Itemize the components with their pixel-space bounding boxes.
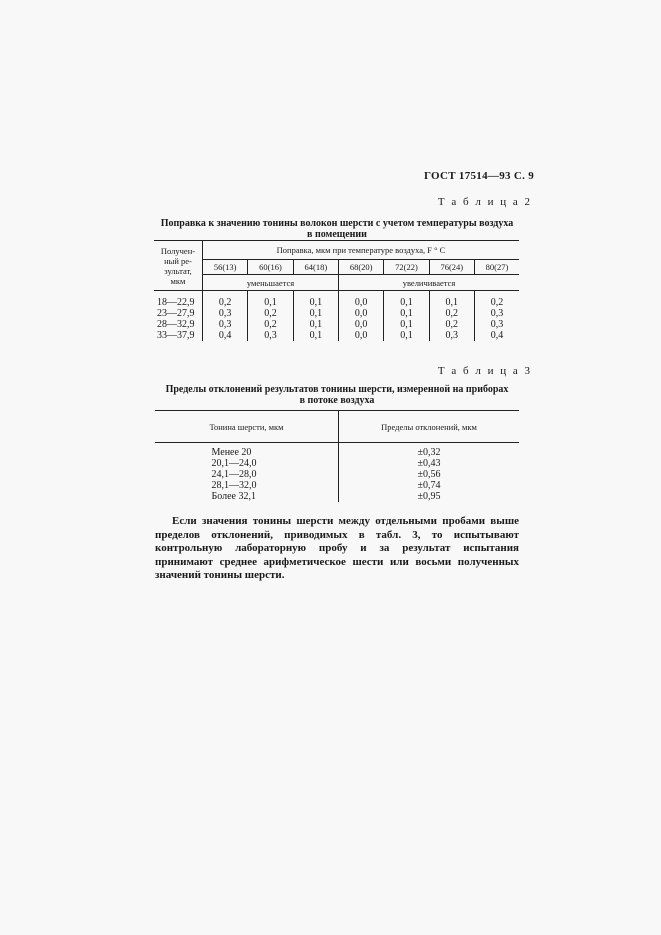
table2-value-cell: 0,3	[248, 330, 293, 341]
table2-range-cell: 18—22,9	[154, 291, 203, 309]
table2-value-cell: 0,2	[490, 297, 504, 308]
table-row	[154, 308, 519, 319]
table2-value-cell: 0,2	[429, 319, 474, 330]
table2-temp-header: 64(18)	[293, 260, 338, 275]
table3-limit-cell: ±0,43	[417, 458, 441, 469]
table3-caption-line1: Пределы отклонений результатов тонины шерсти, измеренной на приборах	[165, 384, 509, 395]
table2-value-cell: 0,1	[429, 291, 474, 309]
table3-fineness-cell	[155, 443, 339, 459]
table2-value-cell: 0,2	[248, 308, 293, 319]
table2-temp-header: 80(27)	[474, 260, 519, 275]
table-row	[154, 330, 519, 341]
table3-limit-cell: ±0,74	[417, 480, 441, 491]
table2-value-cell: 0,3	[490, 308, 504, 319]
table2	[154, 240, 519, 341]
table-row	[155, 491, 519, 502]
table2-value-cell: 0,0	[338, 291, 383, 309]
table2-value-cell: 0,1	[293, 308, 338, 319]
table3-limit-cell: ±0,32	[417, 447, 441, 458]
table2-value-cell: 0,3	[203, 319, 248, 330]
table2-value-cell: 0,1	[248, 291, 293, 309]
table-row	[155, 469, 519, 480]
table2-value-cell: 0,2	[203, 291, 248, 309]
table3-fineness-cell	[155, 480, 339, 491]
table2-range-cell: 28—32,9	[154, 319, 203, 330]
table2-value-cell: 0,1	[293, 330, 338, 341]
table-row	[154, 291, 519, 309]
table2-temp-header: 72(22)	[384, 260, 429, 275]
table2-caption-line1: Поправка к значению тонины волокон шерсти с учетом температуры воздуха	[160, 218, 514, 229]
table2-value-cell: 0,1	[293, 319, 338, 330]
table2-value-cell: 0,1	[384, 291, 429, 309]
table2-value-cell: 0,1	[384, 319, 429, 330]
table2-value-cell: 0,2	[248, 319, 293, 330]
table3-fineness-text: Менее 20	[211, 447, 252, 458]
table2-temp-header: 56(13)	[203, 260, 248, 275]
table2-label: Т а б л и ц а 2	[437, 196, 532, 208]
table3-limit-cell: ±0,56	[417, 469, 441, 480]
table2-value-cell: 0,0	[338, 330, 383, 341]
table2-decrease-label: уменьшается	[203, 275, 339, 291]
table2-range-cell: 33—37,9	[154, 330, 203, 341]
table2-value-cell: 0,1	[384, 308, 429, 319]
table2-col1-header: Получен- ный ре- зультат, мкм	[154, 241, 203, 291]
table3-fineness-cell	[155, 469, 339, 480]
page-header-reference: ГОСТ 17514—93 С. 9	[423, 170, 534, 182]
table3-fineness-cell	[155, 491, 339, 502]
table3-label: Т а б л и ц а 3	[437, 365, 532, 377]
table3-fineness-text: Более 32,1	[211, 491, 256, 502]
table2-range-cell: 23—27,9	[154, 308, 203, 319]
table2-temp-header: 68(20)	[338, 260, 383, 275]
table2-caption	[155, 218, 519, 240]
table2-value-cell: 0,1	[293, 291, 338, 309]
table2-value-cell: 0,3	[429, 330, 474, 341]
table-row	[155, 443, 519, 459]
table3-col1-header: Тонина шерсти, мкм	[155, 411, 339, 443]
table2-group-header: Поправка, мкм при температуре воздуха, F ° C	[203, 241, 520, 260]
table-row	[155, 458, 519, 469]
table3-fineness-text: 20,1—24,0	[211, 458, 257, 469]
table3-caption	[155, 384, 519, 406]
table2-value-cell: 0,0	[338, 319, 383, 330]
table2-caption-line2: в помещении	[307, 229, 367, 240]
table3-fineness-text: 28,1—32,0	[211, 480, 257, 491]
table3-caption-line2: в потоке воздуха	[299, 395, 375, 406]
table2-value-cell: 0,3	[490, 319, 504, 330]
body-paragraph: Если значения тонины шерсти между отдельными пробами выше пределов отклонений, приводимых в табл. 3, то испытывают контрольную лабораторную пробу и за результат испытания принимают среднее арифметическое шести или восьми полученных значений тонины шерсти.	[155, 515, 519, 581]
table3-limit-cell: ±0,95	[417, 491, 441, 502]
table2-value-cell: 0,1	[384, 330, 429, 341]
table-row	[155, 480, 519, 491]
table-row	[154, 319, 519, 330]
table2-temp-header: 60(16)	[248, 260, 293, 275]
table2-value-cell: 0,4	[203, 330, 248, 341]
table2-value-cell: 0,0	[338, 308, 383, 319]
table2-value-cell: 0,4	[490, 330, 504, 341]
table2-increase-label: увеличивается	[338, 275, 519, 291]
table2-value-cell: 0,3	[203, 308, 248, 319]
table3-col2-header: Пределы отклонений, мкм	[339, 411, 520, 443]
table2-value-cell: 0,2	[429, 308, 474, 319]
table3-fineness-cell	[155, 458, 339, 469]
table2-temp-header: 76(24)	[429, 260, 474, 275]
table3-fineness-text: 24,1—28,0	[211, 469, 257, 480]
table3	[155, 410, 519, 502]
